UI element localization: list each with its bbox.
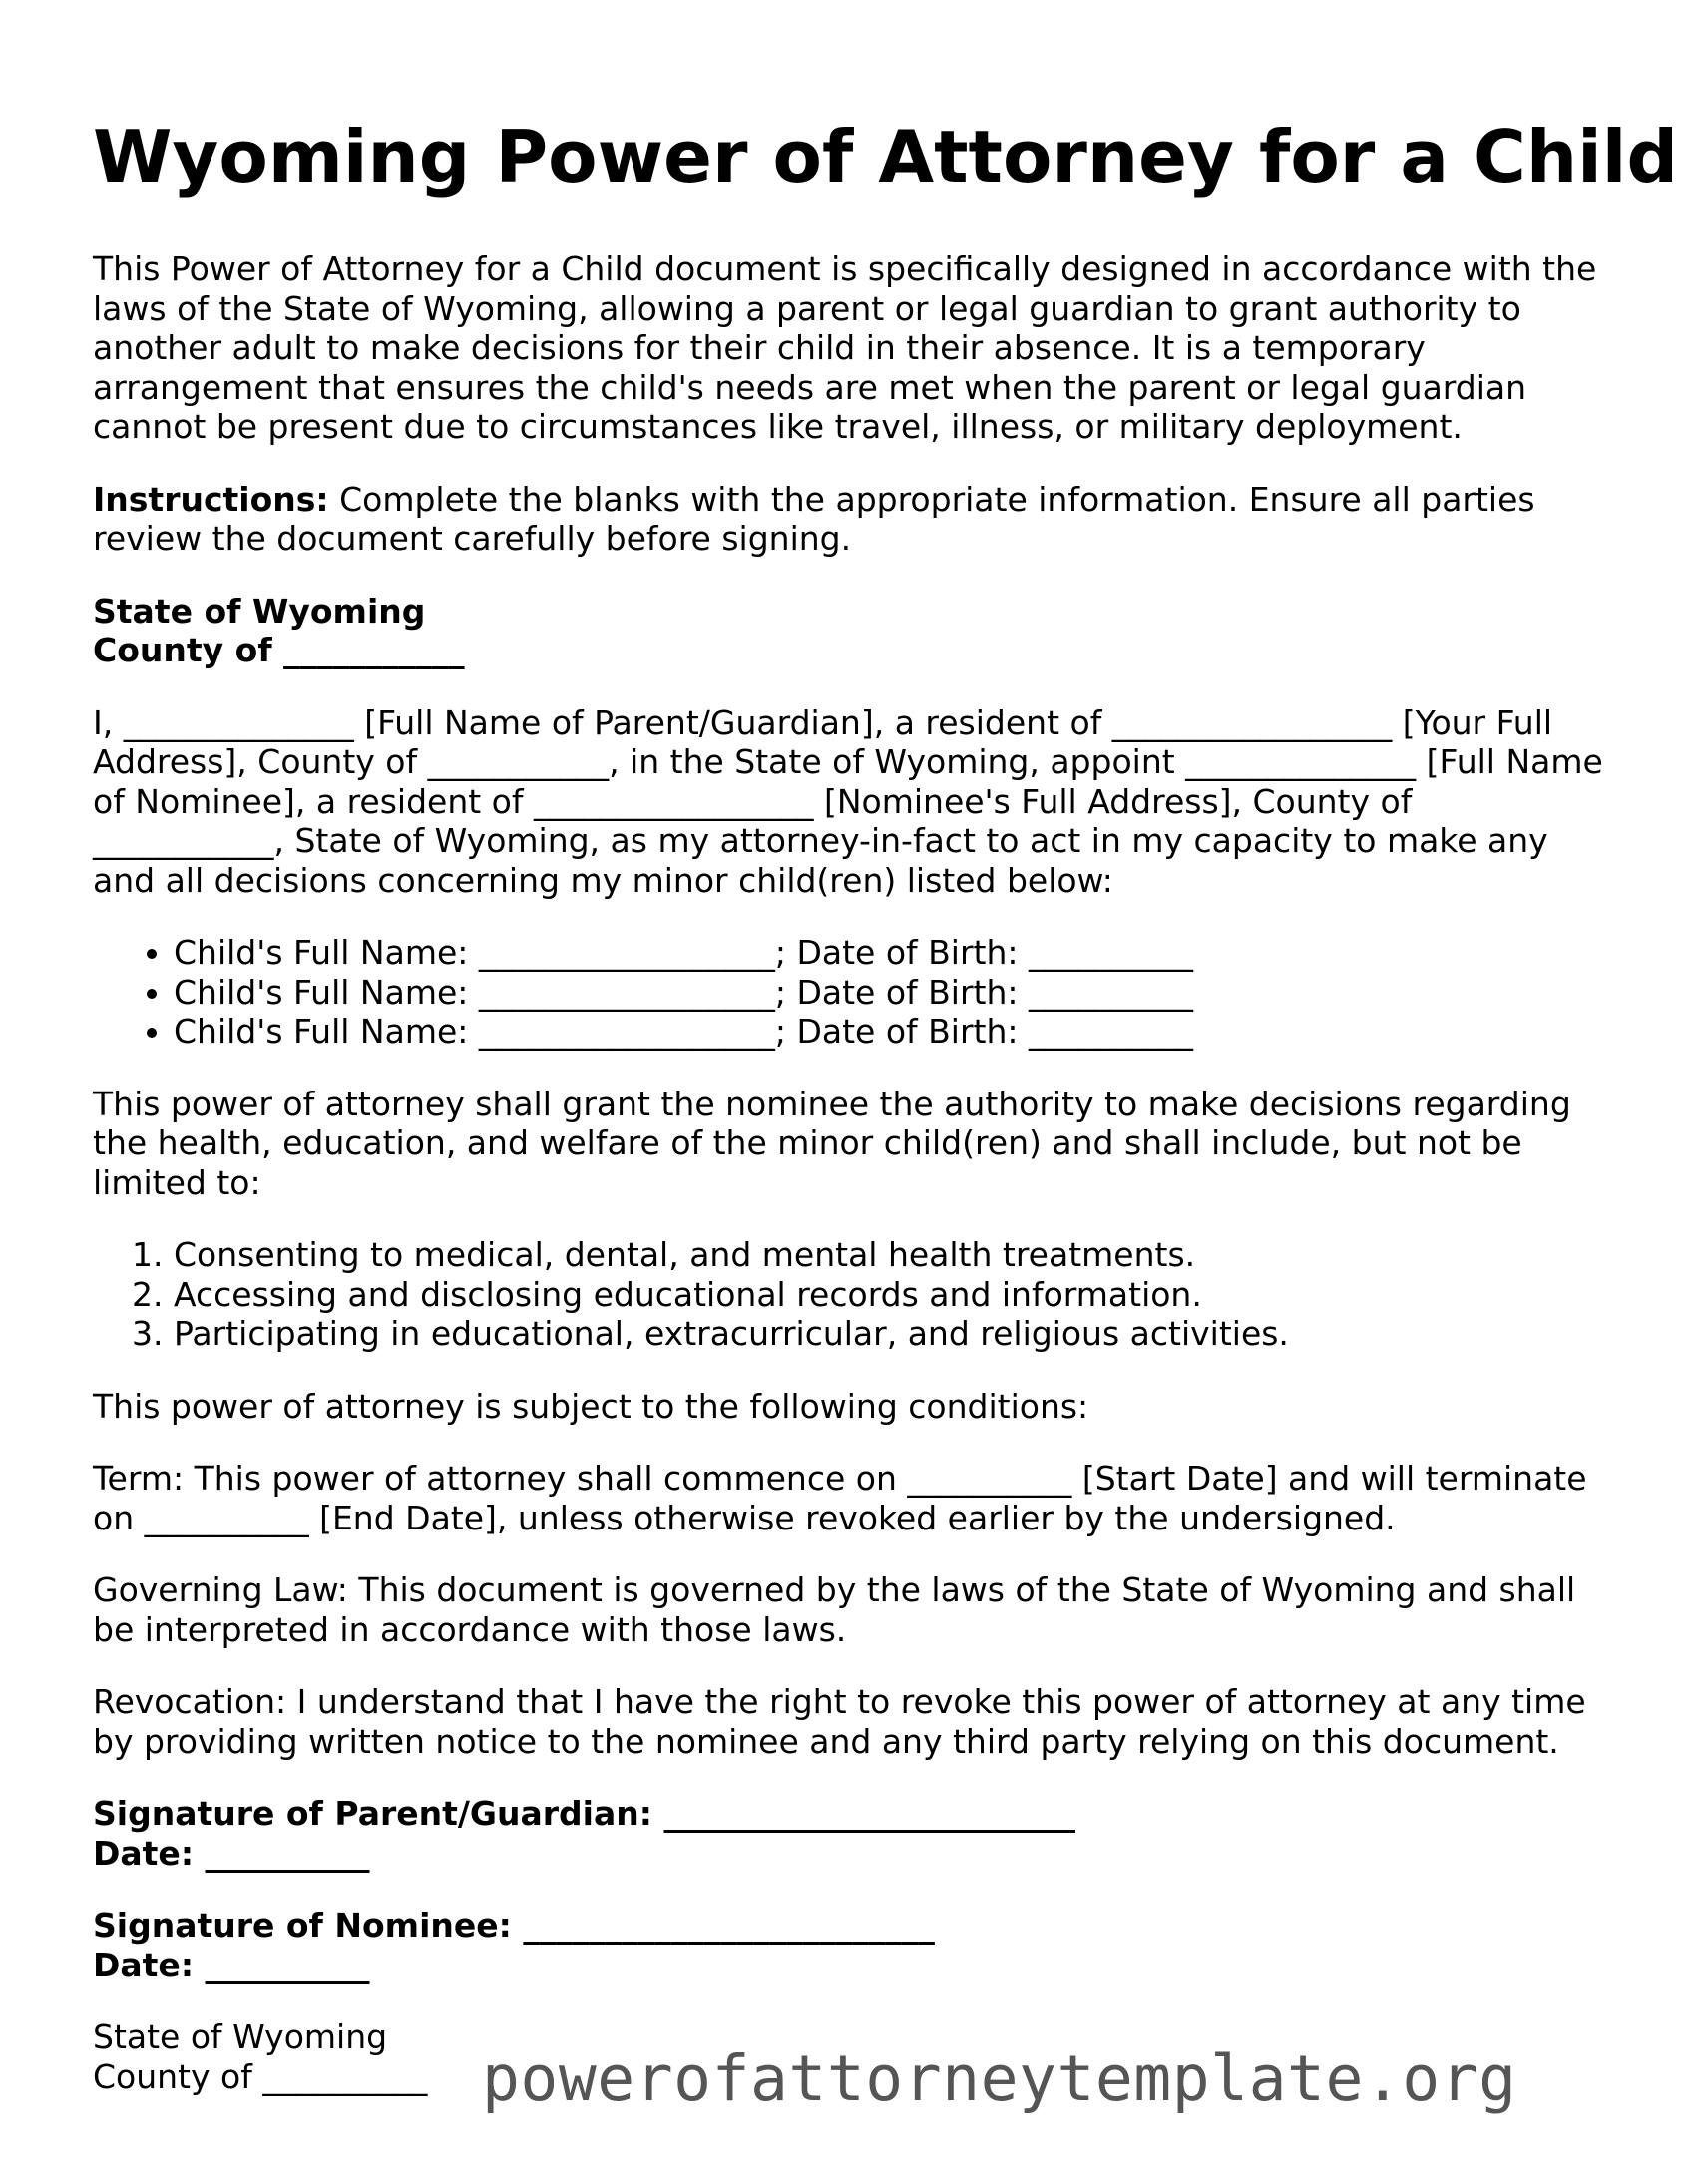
- child-entry: • Child's Full Name: __________________; Date of Birth: __________: [174, 1012, 1609, 1052]
- instructions-label: Instructions:: [93, 479, 329, 519]
- document-title: Wyoming Power of Attorney for a Child: [93, 115, 1679, 199]
- term-paragraph: Term: This power of attorney shall commence on __________ [Start Date] and will terminate on __________ [End Date], unless otherwise revoked earlier by the undersigned.: [93, 1459, 1587, 1537]
- power-item: 2. Accessing and disclosing educational records and information.: [174, 1275, 1609, 1315]
- authority-paragraph: This power of attorney shall grant the nominee the authority to make decisions regarding the health, education, and welfare of the minor child(ren) and shall include, but not be limited to:: [93, 1084, 1571, 1202]
- venue-block: [93, 592, 1609, 670]
- notary-state: State of Wyoming: [93, 2017, 388, 2056]
- governing-law-paragraph: Governing Law: This document is governed by the laws of the State of Wyoming and shall be interpreted in accordance with those laws.: [93, 1570, 1576, 1649]
- child-entry: • Child's Full Name: __________________; Date of Birth: __________: [174, 973, 1609, 1013]
- venue-county: County of ___________: [93, 631, 465, 669]
- venue-state: State of Wyoming: [93, 591, 426, 631]
- nominee-signature-line: Signature of Nominee: _________________________: [93, 1906, 935, 1945]
- document-page: [93, 112, 1679, 2129]
- parent-signature-block: [93, 1794, 1609, 1873]
- revocation-paragraph: Revocation: I understand that I have the right to revoke this power of attorney at any time by providing written notice to the nominee and any third party relying on this document.: [93, 1682, 1586, 1761]
- nominee-date-line: Date: __________: [93, 1945, 370, 1984]
- powers-list: [93, 1235, 1609, 1354]
- child-entry: • Child's Full Name: __________________; Date of Birth: __________: [174, 933, 1609, 973]
- instructions-text: Complete the blanks with the appropriate information. Ensure all parties review the document carefully before signing.: [93, 479, 1535, 558]
- intro-paragraph: This Power of Attorney for a Child document is specifically designed in accordance with the laws of the State of Wyoming, allowing a parent or legal guardian to grant authority to another adult to make decisions for their child in their absence. It is a temporary arrangement that ensures the child's needs are met when the parent or legal guardian cannot be present due to circumstances like travel, illness, or military deployment.: [93, 249, 1597, 446]
- parent-signature-line: Signature of Parent/Guardian: _________________________: [93, 1794, 1075, 1833]
- notary-county: County of __________: [93, 2056, 428, 2096]
- power-item: 3. Participating in educational, extracurricular, and religious activities.: [174, 1314, 1609, 1354]
- parent-date-line: Date: __________: [93, 1833, 370, 1873]
- appointment-paragraph: I, ______________ [Full Name of Parent/Guardian], a resident of _________________ [Your Full Address], County of ___________, in the State of Wyoming, appoint ______________ [Full Name of Nominee], a resident of _________________ [Nominee's Full Address], County of ___________, State of Wyoming, as my attorney-in-fact to act in my capacity to make any and all decisions concerning my minor child(ren) listed below:: [93, 702, 1603, 900]
- nominee-signature-block: [93, 1906, 1609, 1984]
- site-watermark: powerofattorneytemplate.org: [482, 2042, 1517, 2115]
- instructions-paragraph: [93, 480, 1609, 559]
- children-list: [93, 933, 1609, 1052]
- power-item: 1. Consenting to medical, dental, and mental health treatments.: [174, 1235, 1609, 1275]
- conditions-intro: This power of attorney is subject to the following conditions:: [93, 1386, 1089, 1426]
